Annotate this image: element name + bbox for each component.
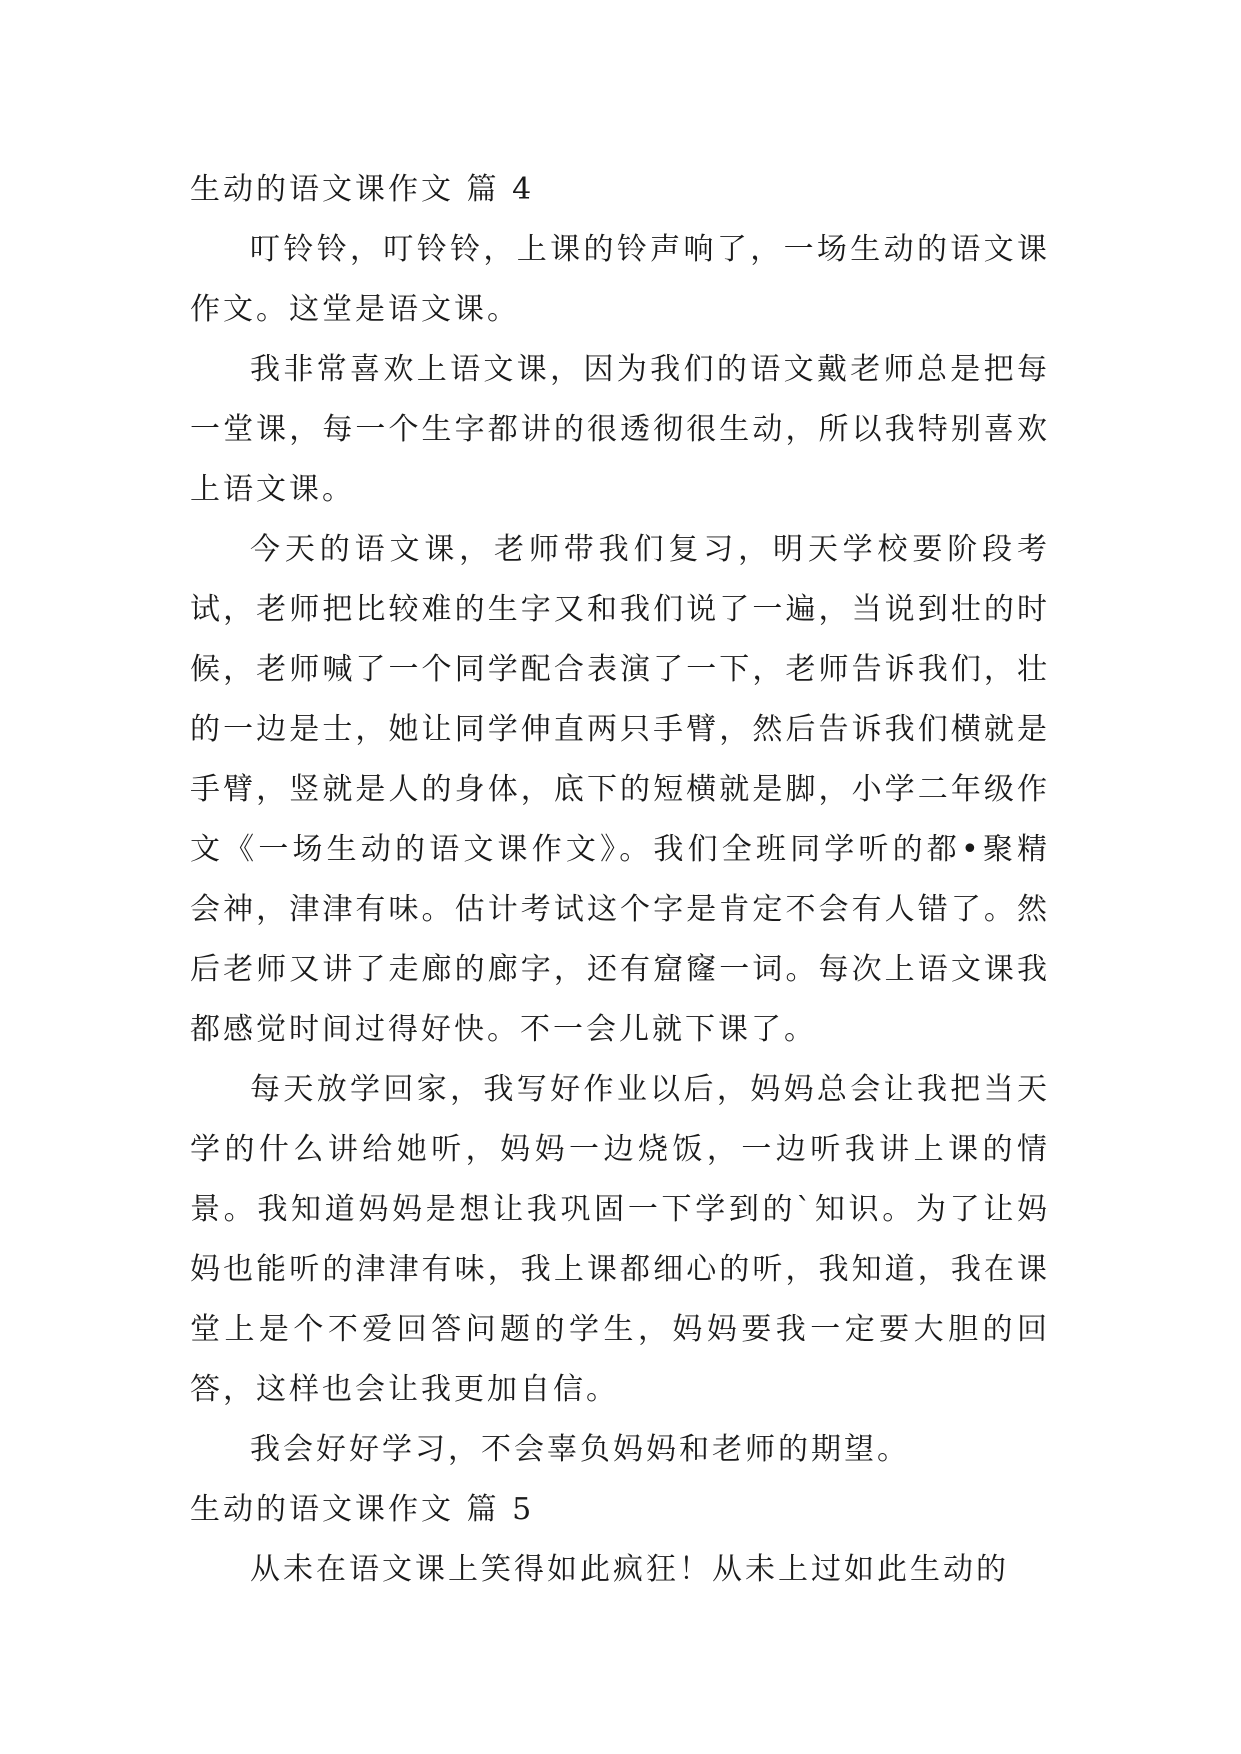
section-heading: 生动的语文课作文 篇 5	[190, 1492, 535, 1527]
document-page	[190, 160, 1050, 1660]
paragraph: 我非常喜欢上语文课，因为我们的语文戴老师总是把每一堂课，每一个生字都讲的很透彻很生动，所以我特别喜欢上语文课。	[190, 352, 1050, 507]
paragraph: 从未在语文课上笑得如此疯狂！从未上过如此生动的	[250, 1552, 1009, 1587]
paragraph: 每天放学回家，我写好作业以后，妈妈总会让我把当天学的什么讲给她听，妈妈一边烧饭，一边听我讲上课的情景。我知道妈妈是想让我巩固一下学到的`知识。为了让妈妈也能听的津津有味，我上课都细心的听，我知道，我在课堂上是个不爱回答问题的学生，妈妈要我一定要大胆的回答，这样也会让我更加自信。	[190, 1072, 1050, 1407]
paragraph: 今天的语文课，老师带我们复习，明天学校要阶段考试，老师把比较难的生字又和我们说了一遍，当说到壮的时候，老师喊了一个同学配合表演了一下，老师告诉我们，壮的一边是士，她让同学伸直两只手臂，然后告诉我们横就是手臂，竖就是人的身体，底下的短横就是脚，小学二年级作文《一场生动的语文课作文》。我们全班同学听的都•聚精会神，津津有味。估计考试这个字是肯定不会有人错了。然后老师又讲了走廊的廊字，还有窟窿一词。每次上语文课我都感觉时间过得好快。不一会儿就下课了。	[190, 532, 1050, 1047]
paragraph: 我会好好学习，不会辜负妈妈和老师的期望。	[250, 1432, 910, 1467]
section-heading: 生动的语文课作文 篇 4	[190, 172, 535, 207]
paragraph: 叮铃铃，叮铃铃，上课的铃声响了，一场生动的语文课作文。这堂是语文课。	[190, 232, 1050, 327]
